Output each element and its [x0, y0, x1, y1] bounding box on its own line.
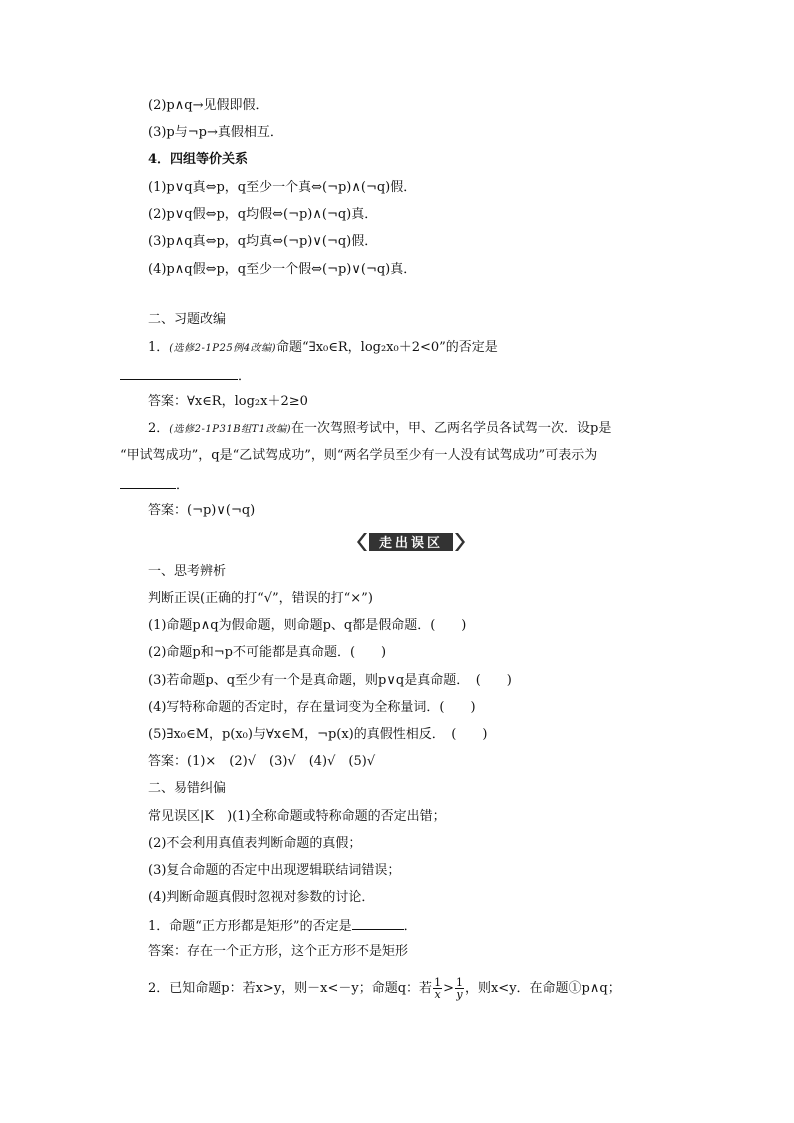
- exercise-2-text: 在一次驾照考试中，甲、乙两名学员各试驾一次．设p是: [291, 421, 612, 436]
- answer-blank: [352, 917, 404, 930]
- judgement-instructions: 判断正误(正确的打“√”，错误的打“×”): [148, 591, 373, 606]
- greater-than-sign: >: [443, 981, 454, 996]
- section-heading-errors: 二、易错纠偏: [148, 781, 227, 796]
- fraction-1-over-y: [455, 977, 464, 1000]
- equivalence-1: (1)p∨q真⇔p，q至少一个真⇔(¬p)∧(¬q)假．: [148, 180, 417, 195]
- mistake-2: (2)不会利用真值表判断命题的真假；: [148, 836, 362, 851]
- exercise-2-question: [148, 421, 611, 438]
- problem-1-end: ．: [403, 919, 417, 934]
- problem-2-text-a: 2．已知命题p：若x>y，则－x<－y；命题q：若: [148, 981, 433, 996]
- answer-blank: [120, 367, 238, 380]
- exercise-1-number: 1．: [148, 340, 170, 355]
- exercise-1-answer: 答案：∀x∈R，log₂x＋2≥0: [148, 394, 308, 409]
- fraction-numerator: 1: [455, 976, 463, 989]
- rule-not: (3)p与¬p→真假相互．: [148, 125, 283, 140]
- mistake-4: (4)判断命题真假时忽视对参数的讨论．: [148, 890, 375, 905]
- judgement-answers: 答案：(1)× (2)√ (3)√ (4)√ (5)√: [148, 754, 376, 769]
- banner-right-chevron-icon: [455, 533, 465, 551]
- exercise-1-blank-line: [120, 367, 251, 385]
- judgement-4: (4)写特称命题的否定时，存在量词变为全称量词．( ): [148, 700, 476, 715]
- judgement-2: (2)命题p和¬p不可能都是真命题．( ): [148, 645, 387, 660]
- exercise-1-text: 命题“∃x₀∈R，log₂x₀＋2<0”的否定是: [276, 340, 498, 355]
- judgement-1: (1)命题p∧q为假命题，则命题p、q都是假命题．( ): [148, 618, 467, 633]
- rule-and: (2)p∧q→见假即假．: [148, 98, 269, 113]
- judgement-5: (5)∃x₀∈M，p(x₀)与∀x∈M，¬p(x)的真假性相反． ( ): [148, 727, 488, 742]
- exercise-2-source: (选修2-1P31B组T1改编): [169, 424, 292, 435]
- fraction-1-over-x: [433, 977, 442, 1000]
- fraction-denominator: y: [456, 988, 463, 1001]
- problem-1: [148, 917, 417, 935]
- equivalence-3: (3)p∧q真⇔p，q均真⇔(¬p)∨(¬q)假．: [148, 234, 378, 249]
- banner-label: 走出误区: [378, 536, 444, 551]
- exercise-2-line-2: “甲试驾成功”，q是“乙试驾成功”，则“两名学员至少有一人没有试驾成功”可表示为: [120, 448, 598, 463]
- banner-left-chevron-icon: [357, 533, 367, 551]
- section-heading-exercises: 二、习题改编: [148, 312, 227, 327]
- exercise-2-number: 2．: [148, 421, 170, 436]
- problem-2-text-b: ，则x<y．在命题①p∧q；: [464, 981, 621, 996]
- fraction-denominator: x: [434, 988, 441, 1001]
- equivalence-4: (4)p∧q假⇔p，q至少一个假⇔(¬p)∨(¬q)真．: [148, 262, 417, 277]
- judgement-3: (3)若命题p、q至少有一个是真命题，则p∨q是真命题． ( ): [148, 673, 512, 688]
- section-banner: [355, 531, 467, 553]
- answer-blank: [120, 476, 176, 489]
- mistake-3: (3)复合命题的否定中出现逻辑联结词错误；: [148, 863, 401, 878]
- exercise-1-source: (选修2-1P25例4改编): [169, 343, 277, 354]
- section-heading-equivalences: 4．四组等价关系: [148, 152, 249, 167]
- fraction-numerator: 1: [434, 976, 442, 989]
- exercise-2-blank-line: [120, 476, 189, 494]
- exercise-2-answer: 答案：(¬p)∨(¬q): [148, 503, 256, 518]
- exercise-1-question: [148, 340, 498, 357]
- problem-1-text: 1．命题“正方形都是矩形”的否定是: [148, 919, 352, 934]
- exercise-1-end: ．: [238, 369, 252, 384]
- mistake-1: 常见误区|K )(1)全称命题或特称命题的否定出错；: [148, 809, 446, 824]
- problem-2: [148, 977, 621, 1001]
- section-heading-reflection: 一、思考辨析: [148, 564, 227, 579]
- equivalence-2: (2)p∨q假⇔p，q均假⇔(¬p)∧(¬q)真．: [148, 207, 378, 222]
- exercise-2-end: ．: [176, 478, 190, 493]
- problem-1-answer: 答案：存在一个正方形，这个正方形不是矩形: [148, 944, 409, 959]
